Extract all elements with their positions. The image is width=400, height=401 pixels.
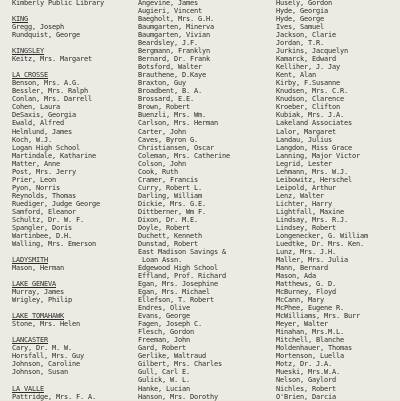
name-entry: Baegholt, Mrs. G.H. [138, 15, 214, 24]
name-entry: Christiansen, Oscar [138, 143, 214, 152]
name-entry: Kimberly Public Library [12, 0, 104, 7]
name-entry: Kroeber, Clifton [276, 103, 340, 112]
name-entry: Prier, Leon [12, 175, 56, 184]
name-entry: Murray, James [12, 288, 64, 297]
name-entry: Cary, Dr. M. W. [12, 344, 72, 353]
name-entry: Landau, Julius [276, 135, 332, 144]
name-entry: Ruediger, Judge George [12, 199, 100, 208]
name-entry: Logan High School [12, 143, 80, 152]
name-entry: O'Brien, Darcia [276, 392, 336, 401]
name-entry: Mason, Ada [276, 272, 316, 281]
name-entry: Endres, Olive [138, 304, 190, 313]
blank-line [12, 272, 130, 280]
name-entry: Botsford, Walter [138, 63, 202, 72]
name-entry: DeSaxis, Georgia [12, 111, 76, 120]
name-entry: Kelliher, J. Jay [276, 63, 340, 72]
name-entry: Caves, Byron G. [138, 135, 198, 144]
name-entry: Pyon, Norris [12, 183, 60, 192]
name-entry: Ellefson, T. Robert [138, 296, 214, 305]
name-entry: McWilliams, Mrs. Burr [276, 312, 360, 321]
name-entry: Ives, Samuel [276, 23, 324, 32]
name-entry: Baumgarten, Minerva [138, 23, 214, 32]
city-heading: LA CROSSE [12, 71, 48, 80]
city-heading: LAKE TOMAHAWK [12, 312, 64, 321]
name-entry: Effland, Prof. Richard [138, 272, 226, 281]
name-entry: Dixon, Dr. M.E. [138, 215, 198, 224]
name-entry: Moldenhauer, Thomas [276, 344, 352, 353]
name-entry: Reynolds, Thomas [12, 191, 76, 200]
name-entry: Carlson, Mrs. Herman [138, 119, 218, 128]
name-entry: Loan Assn. [142, 256, 182, 264]
name-entry: Kubiak, Mrs. J.A. [276, 111, 344, 120]
name-entry: Horsfall, Mrs. Guy [12, 352, 84, 361]
name-entry: Evans, George [138, 312, 190, 321]
name-entry: Beardsley, J.F. [138, 39, 198, 48]
name-entry: Colson, John [138, 159, 186, 168]
name-entry: Cohen, Laura [12, 103, 60, 112]
name-entry: Leibowitz, Herschel [276, 175, 352, 184]
city-heading: LA VALLE [12, 384, 44, 393]
name-entry: Fagen, Joseph C. [138, 320, 202, 329]
name-entry: Gulick, W. L. [138, 376, 190, 385]
name-entry: Hyde, George [276, 15, 324, 24]
blank-line [12, 39, 130, 47]
name-entry: Legrid, Lester [276, 159, 332, 168]
name-entry: Mason, Herman [12, 264, 64, 273]
name-entry: Nichles, Robert [276, 384, 336, 393]
name-entry: Post, Mrs. Jerry [12, 167, 76, 176]
name-entry: Nelson, Gaylord [276, 376, 336, 385]
name-entry: Flesch, Gordon [138, 328, 194, 337]
name-entry: Egan, Mrs. Josephine [138, 280, 218, 289]
name-entry: Curry, Robert L. [138, 183, 202, 192]
name-entry: Angevine, James [138, 0, 198, 7]
name-entry: Wartinbee, D.H. [12, 231, 72, 240]
name-entry: Luedtke, Dr. Mrs. Ken. [276, 239, 364, 248]
name-entry: Gard, Robert [138, 344, 186, 353]
name-entry: Lehmann, Mrs. W.J. [276, 167, 348, 176]
name-entry: Augieri, Vincent [138, 7, 202, 16]
name-entry: Ewald, Alfred [12, 119, 64, 128]
name-entry: Lichter, Harry [276, 199, 332, 208]
city-heading: KINGSLEY [12, 47, 44, 56]
name-entry: Stone, Mrs. Helen [12, 320, 80, 329]
city-heading: LAKE GENEVA [12, 280, 56, 289]
name-entry: Lunz, Mrs. J.H. [276, 247, 336, 256]
name-entry: Gull, Carl E. [138, 368, 190, 377]
name-entry: Dickie, Mrs. G.E. [138, 199, 206, 208]
name-entry: Hyde, Georgia [276, 7, 328, 16]
city-heading: LADYSMITH [12, 256, 48, 264]
name-entry: Maller, Mrs. Julia [276, 256, 348, 264]
name-entry: Mueski, Mrs.W.A. [276, 368, 340, 377]
name-entry: Carter, John [138, 127, 186, 136]
name-entry: Longenecker, G. William [276, 231, 368, 240]
name-entry: Bergmann, Franklyn [138, 47, 210, 56]
name-entry: Meyer, Walter [276, 320, 328, 329]
name-entry: McBurney, Floyd [276, 288, 336, 297]
name-entry: Knudson, Clarence [276, 95, 344, 104]
name-entry: Pattridge, Mrs. F. A. [12, 392, 96, 401]
name-entry: Knudsen, Mrs. C.R. [276, 87, 348, 96]
name-entry: Mortenson, Luella [276, 352, 344, 361]
name-entry: Keitz, Mrs. Margaret [12, 55, 92, 64]
name-entry: Schultz, Dr. W. F. [12, 215, 84, 224]
name-entry: Brauthene, D.Kaye [138, 71, 206, 80]
blank-line [12, 248, 130, 256]
blank-line [12, 304, 130, 312]
name-entry: Lanning, Major Victor [276, 151, 360, 160]
name-entry: Broadbent, B. A. [138, 87, 202, 96]
name-entry: Kent, Alan [276, 71, 316, 80]
name-entry: Hanke, Lucian [138, 384, 190, 393]
name-entry: Bessler, Mrs. Ralph [12, 87, 88, 96]
name-entry: Leipold, Arthur [276, 183, 336, 192]
name-entry: Cook, Ruth [138, 167, 178, 176]
name-entry: Wrigley, Philip [12, 296, 72, 305]
name-entry: Walling, Mrs. Emerson [12, 239, 96, 248]
name-entry: Freeman, John [138, 336, 190, 345]
name-entry: Spangler, Doris [12, 223, 72, 232]
column-right [276, 0, 396, 401]
blank-line [12, 376, 130, 384]
name-entry: Duchett, Kenneth [138, 231, 202, 240]
name-entry: Brossard, E.E. [138, 95, 194, 104]
name-entry: Gregg, Joseph [12, 23, 64, 32]
name-entry: Martindale, Katharine [12, 151, 96, 160]
name-entry: Gerlike, Waltraud [138, 352, 206, 361]
name-entry: Jurkins, Jacquelyn [276, 47, 348, 56]
column-middle [138, 0, 266, 401]
name-entry: Jackson, Clarie [276, 31, 336, 40]
name-entry: Mann, Bernard [276, 264, 328, 273]
name-entry: Rundquist, George [12, 31, 80, 40]
name-entry: East Madison Savings & [138, 247, 226, 256]
name-entry: Helmlund, James [12, 127, 72, 136]
blank-line [12, 63, 130, 71]
name-entry: Lakeland Associates [276, 119, 352, 128]
name-entry: Lalor, Margaret [276, 127, 336, 136]
name-entry: Coleman, Mrs. Catherine [138, 151, 230, 160]
name-entry: Johnson, Susan [12, 368, 68, 377]
name-entry: McPhee, Eugene R. [276, 304, 344, 313]
name-entry: Langdon, Miss Grace [276, 143, 352, 152]
name-entry: Braxton, Guy [138, 79, 186, 88]
name-entry: Darling, William [138, 191, 202, 200]
name-entry: Lindsay, Mrs. R.J. [276, 215, 348, 224]
name-entry: Dunstad, Robert [138, 239, 198, 248]
name-entry: McCann, Mary [276, 296, 324, 305]
blank-line [12, 7, 130, 15]
name-entry: Johnson, Caroline [12, 360, 80, 369]
name-entry: Motz, Dr. J.A. [276, 360, 332, 369]
name-entry: Matthews, G. D. [276, 280, 336, 289]
blank-line [12, 328, 130, 336]
name-entry: Samford, Eleanor [12, 207, 76, 216]
name-entry: Lenz, Walter [276, 191, 324, 200]
name-entry: Buenzli, Mrs. Wm. [138, 111, 206, 120]
name-entry: Brown, Robert [138, 103, 190, 112]
name-entry: Hanson, Mrs. Dorothy [138, 392, 218, 401]
city-heading: LANCASTER [12, 336, 48, 345]
name-entry: Edgewood High School [138, 264, 218, 273]
name-entry: Minahan, Mrs.M.L. [276, 328, 344, 337]
name-entry: Husely, Gordon [276, 0, 332, 7]
name-entry: Cramer, Francis [138, 175, 198, 184]
name-entry: Kirby, F.Susanne [276, 79, 340, 88]
name-entry: Mitchell, Blanche [276, 336, 344, 345]
name-entry: Doyle, Robert [138, 223, 190, 232]
name-entry: Koch, W.J. [12, 135, 52, 144]
name-entry: Lindsey, Robert [276, 223, 336, 232]
name-entry: Bernard, Dr. Frank [138, 55, 210, 64]
column-left [12, 0, 130, 401]
name-entry: Egan, Mrs. Michael [138, 288, 210, 297]
name-entry: Matter, Anne [12, 159, 60, 168]
name-entry: Gilbert, Mrs. Charles [138, 360, 222, 369]
name-entry: Kamarck, Edward [276, 55, 336, 64]
name-entry: Jordan, T.R. [276, 39, 324, 48]
name-entry: Benson, Mrs. A.G. [12, 79, 80, 88]
name-entry: Conlan, Mrs. Darrell [12, 95, 92, 104]
city-heading: KING [12, 15, 28, 24]
name-entry: Baumgarten, Vivian [138, 31, 210, 40]
name-entry: Dittberner, Wm F. [138, 207, 206, 216]
name-entry: Lightfall, Maxine [276, 207, 344, 216]
